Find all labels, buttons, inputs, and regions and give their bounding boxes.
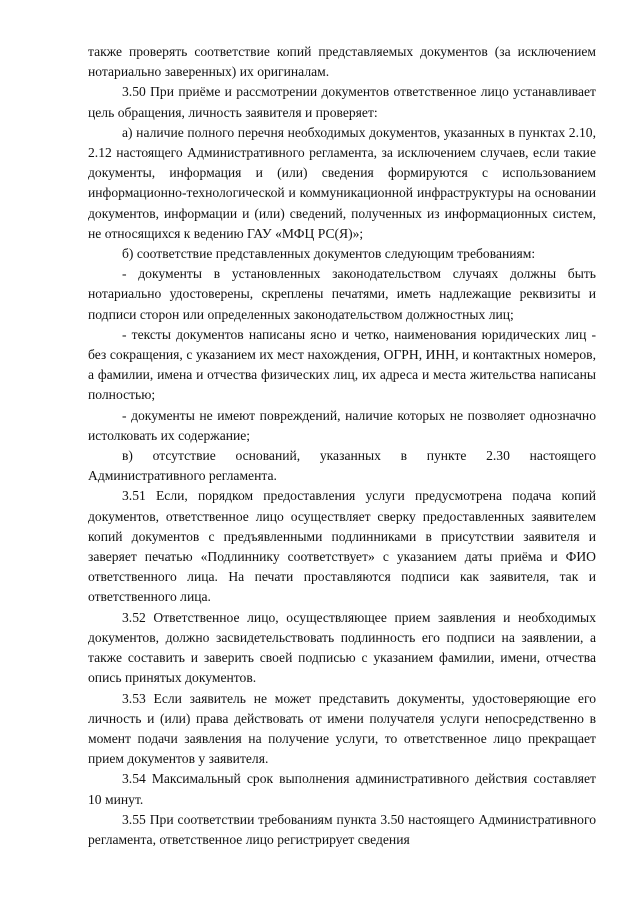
- paragraph-3-50-v: в) отсутствие оснований, указанных в пункте 2.30 настоящего Административного регламента.: [88, 448, 596, 484]
- paragraph-requirement-3: - документы не имеют повреждений, наличие которых не позволяет однозначно истолковать их содержание;: [88, 407, 596, 443]
- paragraph-requirement-1: - документы в установленных законодательством случаях должны быть нотариально удостоверены, скреплены печатями, иметь надлежащие реквизиты и подписи сторон или определенных законодательством должностных лиц;: [88, 266, 596, 322]
- paragraph-3-52: 3.52 Ответственное лицо, осуществляющее прием заявления и необходимых документов, должно засвидетельствовать подлинность его подписи на заявлении, а также составить и заверить своей подписью с указанием фамилии, имени, отчества опись принятых документов.: [88, 609, 596, 686]
- document-page: [88, 42, 596, 850]
- paragraph-continuation: также проверять соответствие копий представляемых документов (за исключением нотариально заверенных) их оригиналам.: [88, 44, 596, 80]
- paragraph-3-51: 3.51 Если, порядком предоставления услуги предусмотрена подача копий документов, ответственное лицо осуществляет сверку предоставленных заявителем копий документов с предъявленными подлинниками в присутствии заявителя и заверяет печатью «Подлиннику соответствует» с указанием даты приёма и ФИО ответственного лица. На печати проставляются подписи как заявителя, так и ответственного лица.: [88, 488, 596, 605]
- paragraph-3-53: 3.53 Если заявитель не может представить документы, удостоверяющие его личность и (или) права действовать от имени получателя услуги непосредственно в момент подачи заявления на получение услуги, то ответственное лицо прекращает прием документов у заявителя.: [88, 690, 596, 767]
- paragraph-3-50-b: б) соответствие представленных документов следующим требованиям:: [122, 246, 536, 262]
- paragraph-3-50-a: а) наличие полного перечня необходимых документов, указанных в пунктах 2.10, 2.12 настоящего Административного регламента, за исключением случаев, если такие документы, информация и (или) сведения формируются с использованием информационно-технологической и коммуникационной инфраструктуры на основании документов, информации и (или) сведений, полученных из информационных систем, не относящихся к ведению ГАУ «МФЦ РС(Я)»;: [88, 124, 596, 241]
- paragraph-3-50: 3.50 При приёме и рассмотрении документов ответственное лицо устанавливает цель обращения, личность заявителя и проверяет:: [88, 84, 596, 120]
- paragraph-3-54: 3.54 Максимальный срок выполнения административного действия составляет 10 минут.: [88, 771, 596, 807]
- paragraph-requirement-2: - тексты документов написаны ясно и четко, наименования юридических лиц - без сокращения, с указанием их мест нахождения, ОГРН, ИНН, и контактных номеров, а фамилии, имена и отчества физических лиц, их адреса и места жительства написаны полностью;: [88, 326, 596, 403]
- paragraph-3-55: 3.55 При соответствии требованиям пункта 3.50 настоящего Административного регламента, ответственное лицо регистрирует сведения: [88, 811, 596, 847]
